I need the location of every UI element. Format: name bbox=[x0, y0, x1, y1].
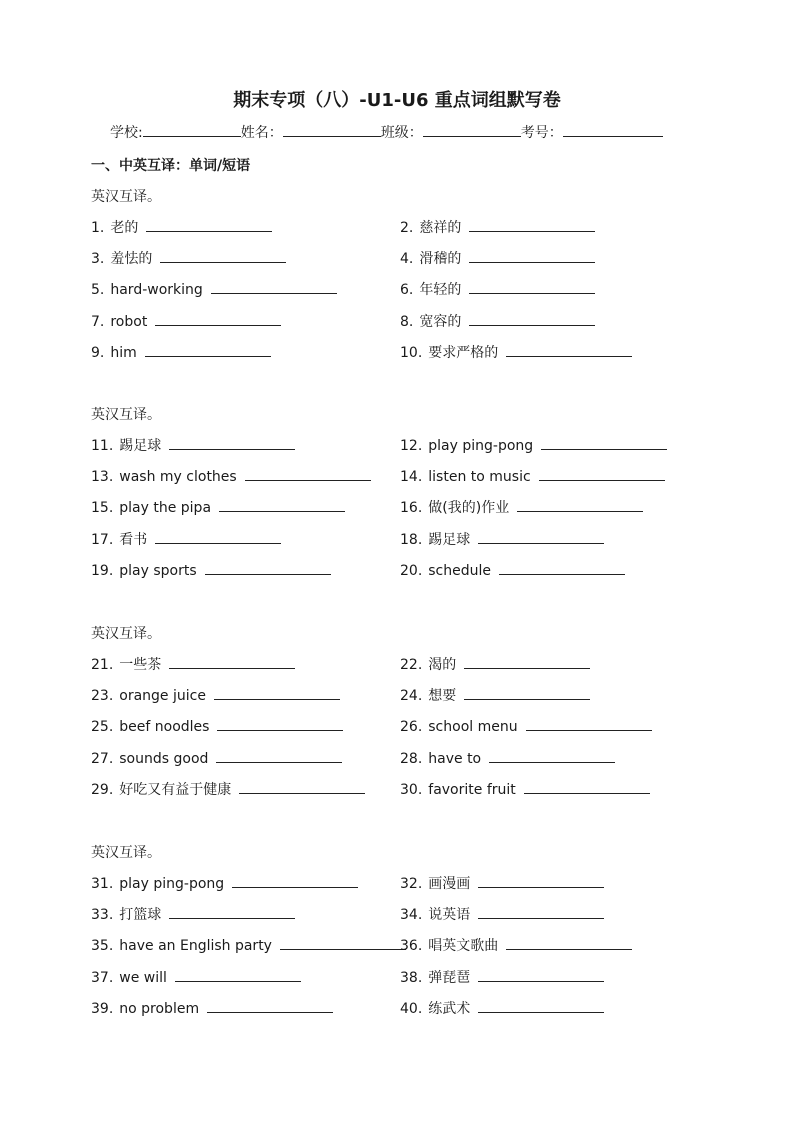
answer-blank[interactable] bbox=[469, 279, 595, 294]
exercise-item bbox=[91, 967, 301, 986]
group-label: 英汉互译。 bbox=[91, 407, 161, 423]
exercise-item bbox=[91, 998, 333, 1017]
exercise-item bbox=[91, 748, 342, 767]
item-number: 23. bbox=[91, 688, 114, 705]
item-number: 19. bbox=[91, 562, 114, 579]
item-text: we will bbox=[119, 969, 167, 986]
answer-blank[interactable] bbox=[160, 248, 286, 263]
item-number: 39. bbox=[91, 1000, 114, 1017]
item-number: 36. bbox=[400, 938, 423, 955]
item-text: 说英语 bbox=[428, 907, 471, 924]
answer-blank[interactable] bbox=[526, 716, 652, 731]
item-number: 15. bbox=[91, 500, 114, 517]
item-number: 12. bbox=[400, 438, 423, 454]
answer-blank[interactable] bbox=[205, 560, 331, 575]
exercise-item bbox=[400, 967, 604, 987]
answer-blank[interactable] bbox=[524, 779, 650, 794]
exercise-item bbox=[91, 248, 286, 268]
exercise-item bbox=[91, 529, 281, 549]
answer-blank[interactable] bbox=[239, 779, 365, 794]
exercise-item bbox=[400, 685, 590, 705]
item-text: favorite fruit bbox=[428, 781, 516, 798]
exercise-item bbox=[400, 217, 595, 237]
item-number: 7. bbox=[91, 313, 105, 330]
exercise-item bbox=[91, 435, 295, 455]
item-text: hard-working bbox=[110, 282, 203, 299]
item-number: 11. bbox=[91, 438, 114, 454]
item-text: 羞怯的 bbox=[110, 251, 153, 268]
item-number: 2. bbox=[400, 220, 414, 236]
item-text: beef noodles bbox=[119, 719, 210, 736]
item-text: wash my clothes bbox=[119, 469, 237, 486]
item-text: play ping-pong bbox=[119, 876, 225, 892]
item-text: 要求严格的 bbox=[428, 344, 499, 361]
item-text: 打篮球 bbox=[119, 907, 162, 924]
exercise-item bbox=[400, 279, 595, 299]
exercise-item bbox=[400, 311, 595, 331]
exercise-item bbox=[400, 654, 590, 674]
exercise-item bbox=[91, 279, 337, 298]
school-label: 学校: bbox=[110, 125, 143, 141]
group-label: 英汉互译。 bbox=[91, 845, 161, 861]
item-text: play sports bbox=[119, 562, 197, 579]
item-number: 3. bbox=[91, 251, 105, 268]
item-text: school menu bbox=[428, 719, 518, 736]
page-title: 期末专项（八）-U1-U6 重点词组默写卷 bbox=[233, 90, 561, 111]
answer-blank[interactable] bbox=[217, 716, 343, 731]
item-text: schedule bbox=[428, 562, 492, 579]
exercise-item bbox=[400, 497, 643, 517]
answer-blank[interactable] bbox=[478, 904, 604, 919]
answer-blank[interactable] bbox=[541, 435, 667, 450]
answer-blank[interactable] bbox=[506, 935, 632, 950]
item-text: 踢足球 bbox=[119, 438, 162, 454]
exercise-item bbox=[400, 998, 604, 1018]
exercise-item bbox=[400, 904, 604, 924]
answer-blank[interactable] bbox=[469, 311, 595, 326]
answer-blank[interactable] bbox=[216, 748, 342, 763]
exercise-item bbox=[91, 217, 272, 237]
answer-blank[interactable] bbox=[169, 654, 295, 669]
answer-blank[interactable] bbox=[469, 248, 595, 263]
item-text: play the pipa bbox=[119, 500, 212, 517]
answer-blank[interactable] bbox=[169, 435, 295, 450]
item-text: 弹琵琶 bbox=[428, 969, 471, 986]
item-text: sounds good bbox=[119, 750, 209, 767]
item-number: 16. bbox=[400, 500, 423, 517]
exercise-item bbox=[400, 529, 604, 549]
exercise-item bbox=[91, 935, 406, 954]
answer-blank[interactable] bbox=[245, 466, 371, 481]
item-number: 21. bbox=[91, 657, 114, 673]
item-text: 看书 bbox=[119, 531, 148, 548]
exam-number-label: 考号： bbox=[520, 125, 563, 141]
answer-blank[interactable] bbox=[506, 342, 632, 357]
item-text: orange juice bbox=[119, 688, 206, 705]
item-number: 6. bbox=[400, 282, 414, 299]
item-text: 想要 bbox=[428, 688, 457, 705]
exercise-item bbox=[400, 466, 665, 485]
item-number: 27. bbox=[91, 750, 114, 767]
item-text: 渴的 bbox=[428, 657, 457, 673]
item-number: 29. bbox=[91, 781, 114, 798]
answer-blank[interactable] bbox=[169, 904, 295, 919]
item-number: 8. bbox=[400, 313, 414, 330]
answer-blank[interactable] bbox=[464, 654, 590, 669]
answer-blank[interactable] bbox=[155, 311, 281, 326]
item-text: listen to music bbox=[428, 469, 531, 486]
student-info-line bbox=[110, 122, 663, 142]
answer-blank[interactable] bbox=[499, 560, 625, 575]
item-text: 宽容的 bbox=[419, 313, 462, 330]
item-number: 33. bbox=[91, 907, 114, 924]
exercise-item bbox=[400, 435, 667, 454]
item-number: 1. bbox=[91, 220, 105, 236]
exercise-item bbox=[91, 497, 345, 516]
section-heading: 一、中英互译：单词/短语 bbox=[91, 158, 251, 174]
item-text: 画漫画 bbox=[428, 876, 471, 892]
item-number: 24. bbox=[400, 688, 423, 705]
item-text: 年轻的 bbox=[419, 282, 462, 299]
item-number: 38. bbox=[400, 969, 423, 986]
group-label: 英汉互译。 bbox=[91, 626, 161, 642]
item-number: 32. bbox=[400, 876, 423, 892]
answer-blank[interactable] bbox=[280, 935, 406, 950]
exercise-item bbox=[91, 466, 371, 485]
name-label: 姓名： bbox=[240, 125, 283, 141]
answer-blank[interactable] bbox=[478, 529, 604, 544]
answer-blank[interactable] bbox=[219, 497, 345, 512]
exercise-item bbox=[91, 873, 358, 892]
answer-blank[interactable] bbox=[207, 998, 333, 1013]
exercise-item bbox=[91, 685, 340, 704]
item-text: 做(我的)作业 bbox=[428, 500, 510, 517]
answer-blank[interactable] bbox=[175, 967, 301, 982]
answer-blank[interactable] bbox=[464, 685, 590, 700]
item-text: 唱英文歌曲 bbox=[428, 938, 499, 955]
item-number: 17. bbox=[91, 531, 114, 548]
answer-blank[interactable] bbox=[478, 873, 604, 888]
exercise-item bbox=[91, 654, 295, 674]
exercise-item bbox=[91, 311, 281, 330]
exercise-item bbox=[400, 716, 652, 735]
item-number: 22. bbox=[400, 657, 423, 673]
school-field[interactable] bbox=[143, 122, 241, 137]
item-number: 13. bbox=[91, 469, 114, 486]
item-number: 26. bbox=[400, 719, 423, 736]
item-text: 滑稽的 bbox=[419, 251, 462, 268]
item-text: 踢足球 bbox=[428, 531, 471, 548]
answer-blank[interactable] bbox=[478, 998, 604, 1013]
exercise-item bbox=[400, 873, 604, 893]
exercise-item bbox=[400, 935, 632, 955]
item-number: 20. bbox=[400, 562, 423, 579]
item-text: 老的 bbox=[110, 220, 139, 236]
item-number: 4. bbox=[400, 251, 414, 268]
answer-blank[interactable] bbox=[146, 217, 272, 232]
exercise-item bbox=[400, 779, 650, 798]
item-text: play ping-pong bbox=[428, 438, 534, 454]
item-text: have to bbox=[428, 750, 482, 767]
answer-blank[interactable] bbox=[145, 342, 271, 357]
item-text: 慈祥的 bbox=[419, 220, 462, 236]
item-text: robot bbox=[110, 313, 148, 330]
item-text: 一些茶 bbox=[119, 657, 162, 673]
item-number: 14. bbox=[400, 469, 423, 486]
answer-blank[interactable] bbox=[539, 466, 665, 481]
item-number: 25. bbox=[91, 719, 114, 736]
item-text: no problem bbox=[119, 1000, 200, 1017]
answer-blank[interactable] bbox=[232, 873, 358, 888]
item-number: 31. bbox=[91, 876, 114, 892]
class-label: 班级： bbox=[380, 125, 423, 141]
exercise-item bbox=[400, 342, 632, 362]
item-text: 练武术 bbox=[428, 1000, 471, 1017]
exercise-item bbox=[91, 342, 271, 361]
item-number: 5. bbox=[91, 282, 105, 299]
answer-blank[interactable] bbox=[517, 497, 643, 512]
answer-blank[interactable] bbox=[489, 748, 615, 763]
exercise-item bbox=[400, 748, 615, 767]
item-number: 9. bbox=[91, 344, 105, 361]
item-number: 35. bbox=[91, 938, 114, 955]
item-number: 10. bbox=[400, 344, 423, 361]
item-number: 28. bbox=[400, 750, 423, 767]
class-field[interactable] bbox=[423, 122, 521, 137]
item-text: 好吃又有益于健康 bbox=[119, 781, 232, 798]
item-number: 40. bbox=[400, 1000, 423, 1017]
item-number: 18. bbox=[400, 531, 423, 548]
exercise-item bbox=[91, 560, 331, 579]
answer-blank[interactable] bbox=[469, 217, 595, 232]
exercise-item bbox=[400, 248, 595, 268]
answer-blank[interactable] bbox=[478, 967, 604, 982]
exercise-item bbox=[91, 904, 295, 924]
exercise-item bbox=[400, 560, 625, 579]
answer-blank[interactable] bbox=[155, 529, 281, 544]
exercise-item bbox=[91, 716, 343, 735]
exercise-item bbox=[91, 779, 365, 799]
item-number: 34. bbox=[400, 907, 423, 924]
answer-blank[interactable] bbox=[214, 685, 340, 700]
answer-blank[interactable] bbox=[211, 279, 337, 294]
exam-number-field[interactable] bbox=[563, 122, 663, 137]
group-label: 英汉互译。 bbox=[91, 189, 161, 205]
name-field[interactable] bbox=[283, 122, 381, 137]
item-text: him bbox=[110, 344, 137, 361]
item-text: have an English party bbox=[119, 938, 272, 955]
item-number: 37. bbox=[91, 969, 114, 986]
item-number: 30. bbox=[400, 781, 423, 798]
